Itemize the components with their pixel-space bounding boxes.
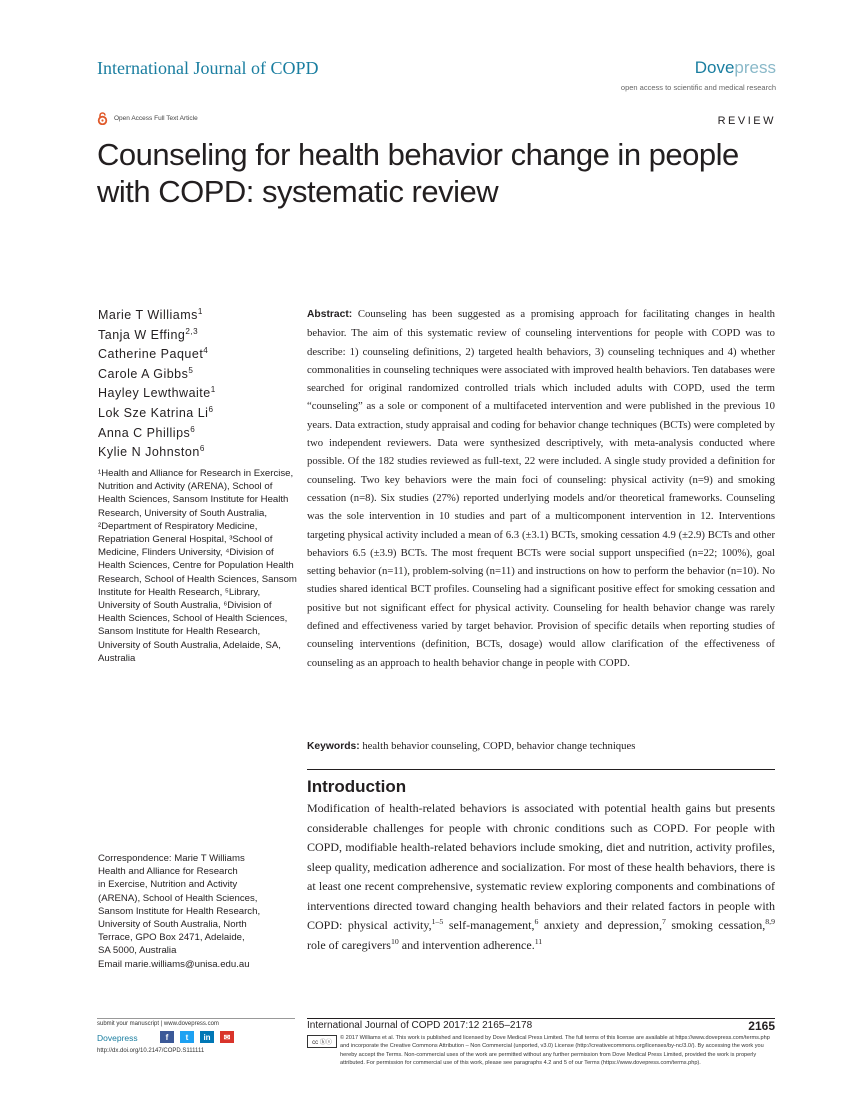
open-access-badge bbox=[97, 112, 198, 125]
footer-rule-left bbox=[97, 1018, 295, 1019]
correspondence-line: Correspondence: Marie T Williams bbox=[98, 853, 245, 864]
keywords-text: health behavior counseling, COPD, behavior change techniques bbox=[362, 740, 636, 752]
author: Catherine Paquet$^4$ bbox=[98, 346, 209, 362]
abstract-text: Counseling has been suggested as a promising approach for facilitating changes in health behavior. The aim of this systematic review of counseling interventions for people with COPD was to describe: 1) counseling definitions, 2) targeted health behaviors, 3) counseling techniques and 4) whether commonalities in counseling techniques were associated with improved health behaviors. Ten databases were searched for original randomized controlled trials which included adults with COPD, used the term “counseling” as a sole or component of a multifaceted intervention and were published in the previous 10 years. Data extraction, study appraisal and coding for behavior change techniques (BCTs) were completed by two independent reviewers. Data were synthesized descriptively, with meta-analysis conducted where possible. Of the 182 studies reviewed as full-text, 22 were included. A single study provided a definition for counseling. Two key behaviors were the main foci of counseling: physical activity (n=9) and smoking cessation (n=8). Six studies (27%) reported underlying models and/or theoretical frameworks. Counseling was the sole intervention in 10 studies and part of a multicomponent intervention in 12. Interventions targeting physical activity included a mean of 6.3 (±3.1) BCTs, smoking cessation 4.9 (±2.9) BCTs and other behaviors 6.5 (±3.9) BCTs. The most frequent BCTs were social support unspecified (n=22; 100%), goal setting behavior (n=11), problem-solving (n=11) and instructions on how to perform the behavior (n=10). No studies shared identical BCT profiles. Counseling had a significant positive effect for smoking cessation and positive but not significant effect for physical activity. Counseling for health behavior change was rarely defined and effectiveness varied by target behavior. Provision of specific details when reporting studies of counseling interventions (definition, BCTs, dosage) would allow clarification of the effectiveness of counseling as an approach to health behavior change in people with COPD. bbox=[307, 308, 776, 669]
article-title: Counseling for health behavior change in people with COPD: systematic review bbox=[97, 137, 739, 209]
section-heading: Introduction bbox=[307, 777, 407, 796]
citation-ref[interactable]: 8,9 bbox=[765, 917, 775, 926]
doi-link[interactable]: http://dx.doi.org/10.2147/COPD.S111111 bbox=[97, 1048, 205, 1054]
email-icon[interactable]: ✉ bbox=[220, 1031, 234, 1043]
affiliation: ²Department of Respiratory Medicine, Repatriation General Hospital, bbox=[98, 520, 258, 546]
correspondence-line: in Exercise, Nutrition and Activity bbox=[98, 879, 238, 891]
author: Kylie N Johnston$^6$ bbox=[98, 444, 205, 460]
correspondence-email[interactable]: Email marie.williams@unisa.edu.au bbox=[98, 958, 250, 970]
keywords bbox=[307, 738, 775, 755]
citation-ref[interactable]: 1–5 bbox=[431, 917, 444, 926]
affiliation: ⁴Division of Health Sciences, Centre for Population Health Research, School of Health Sciences, Sansom Institute for Health Research, bbox=[98, 547, 297, 598]
footer-rule-right bbox=[307, 1018, 775, 1019]
affiliation: ¹Health and Alliance for Research in Exercise, Nutrition and Activity (ARENA), School of Health Sciences, Sansom Institute for Health Research, University of South Australia, bbox=[98, 468, 294, 519]
affiliation: ⁶Division of Health Sciences, School of Health Sciences, Sansom Institute for Health Research, University of South Australia, Adelaide, SA, Australia bbox=[98, 600, 288, 664]
affiliation: ⁵Library, University of South Australia, bbox=[98, 586, 261, 612]
linkedin-icon[interactable]: in bbox=[200, 1031, 214, 1043]
open-access-label: Open Access Full Text Article bbox=[114, 115, 198, 122]
correspondence-line: Sansom Institute for Health Research, bbox=[98, 905, 261, 917]
citation-ref[interactable]: 7 bbox=[661, 917, 666, 926]
author: Anna C Phillips$^6$ bbox=[98, 424, 196, 440]
author: Tanja W Effing$^{2,3}$ bbox=[98, 326, 199, 342]
citation-ref[interactable]: 6 bbox=[534, 917, 539, 926]
intro-paragraph: Modification of health-related behaviors is associated with potential health gains but presents considerable challenges for people with chronic conditions such as COPD. For people with COPD, modifiable health-related behaviors include smoking, diet and nutrition, activity profiles, sleep quality, medication adherence and socialization. For most of these health behaviors, there is at least one recent comprehensive, systematic review exploring components and combinations of interventions directed toward changing health behaviors and their related factors in people with COPD: physical activity,$^{1-5}$ self-management,$^6$ anxiety and depression,$^7$ smoking cessation,$^{8,9}$ role of caregivers$^{10}$ and intervention adherence.$^{11}$ bbox=[307, 801, 775, 952]
journal-citation: International Journal of COPD 2017:12 2165–2178 bbox=[307, 1020, 533, 1031]
creative-commons-icon[interactable]: cc ⓑⓢ bbox=[307, 1035, 337, 1048]
publisher-tagline: open access to scientific and medical research bbox=[620, 83, 776, 92]
correspondence-line: (ARENA), School of Health Sciences, bbox=[98, 892, 258, 904]
publisher-logo-b: press bbox=[734, 58, 776, 77]
correspondence bbox=[98, 852, 298, 971]
affiliations bbox=[98, 467, 298, 665]
citation-ref[interactable]: 11 bbox=[534, 936, 543, 946]
correspondence-line: SA 5000, Australia bbox=[98, 945, 177, 957]
submit-manuscript-link[interactable]: submit your manuscript | www.dovepress.com bbox=[97, 1021, 219, 1027]
page-number: 2165 bbox=[748, 1019, 775, 1033]
correspondence-line: Health and Alliance for Research bbox=[98, 866, 238, 878]
abstract-label: Abstract: bbox=[307, 309, 353, 320]
publisher-logo[interactable] bbox=[695, 58, 776, 78]
correspondence-line: Terrace, GPO Box 2471, Adelaide, bbox=[98, 932, 245, 944]
citation-ref[interactable]: 10 bbox=[390, 936, 399, 946]
open-access-icon bbox=[97, 112, 108, 125]
footer-dove-logo[interactable]: Dovepress bbox=[97, 1033, 138, 1043]
publisher-logo-a: Dove bbox=[694, 58, 735, 77]
correspondence-line: University of South Australia, North bbox=[98, 919, 247, 931]
keywords-label: Keywords: bbox=[307, 741, 360, 752]
author: Lok Sze Katrina Li$^6$ bbox=[98, 404, 214, 420]
author: Carole A Gibbs$^5$ bbox=[98, 365, 194, 381]
section-divider bbox=[307, 769, 775, 770]
journal-name: International Journal of COPD bbox=[97, 58, 319, 78]
social-icons bbox=[160, 1031, 234, 1043]
article-type: REVIEW bbox=[717, 115, 776, 127]
facebook-icon[interactable]: f bbox=[160, 1031, 174, 1043]
author: Hayley Lewthwaite$^1$ bbox=[98, 385, 216, 401]
author-list bbox=[98, 306, 216, 463]
twitter-icon[interactable]: t bbox=[180, 1031, 194, 1043]
author: Marie T Williams$^1$ bbox=[98, 306, 203, 322]
abstract bbox=[307, 305, 775, 672]
license-text: © 2017 Williams et al. This work is published and licensed by Dove Medical Press Limited. The full terms of this license are available at https://www.dovepress.com/terms.php and incorporate the Creative Commons Attribution – Non Commercial (unported, v3.0) License (http://creativecommons.org/licenses/by-nc/3.0/). By accessing the work you hereby accept the Terms. Non-commercial uses of the work are permitted without any further permission from Dove Medical Press Limited, provided the work is properly attributed. For permission for commercial use of this work, please see paragraphs 4.2 and 5 of our Terms (https://www.dovepress.com/terms.php). bbox=[340, 1035, 770, 1067]
affiliation: ³School of Medicine, Flinders University, bbox=[98, 534, 273, 559]
